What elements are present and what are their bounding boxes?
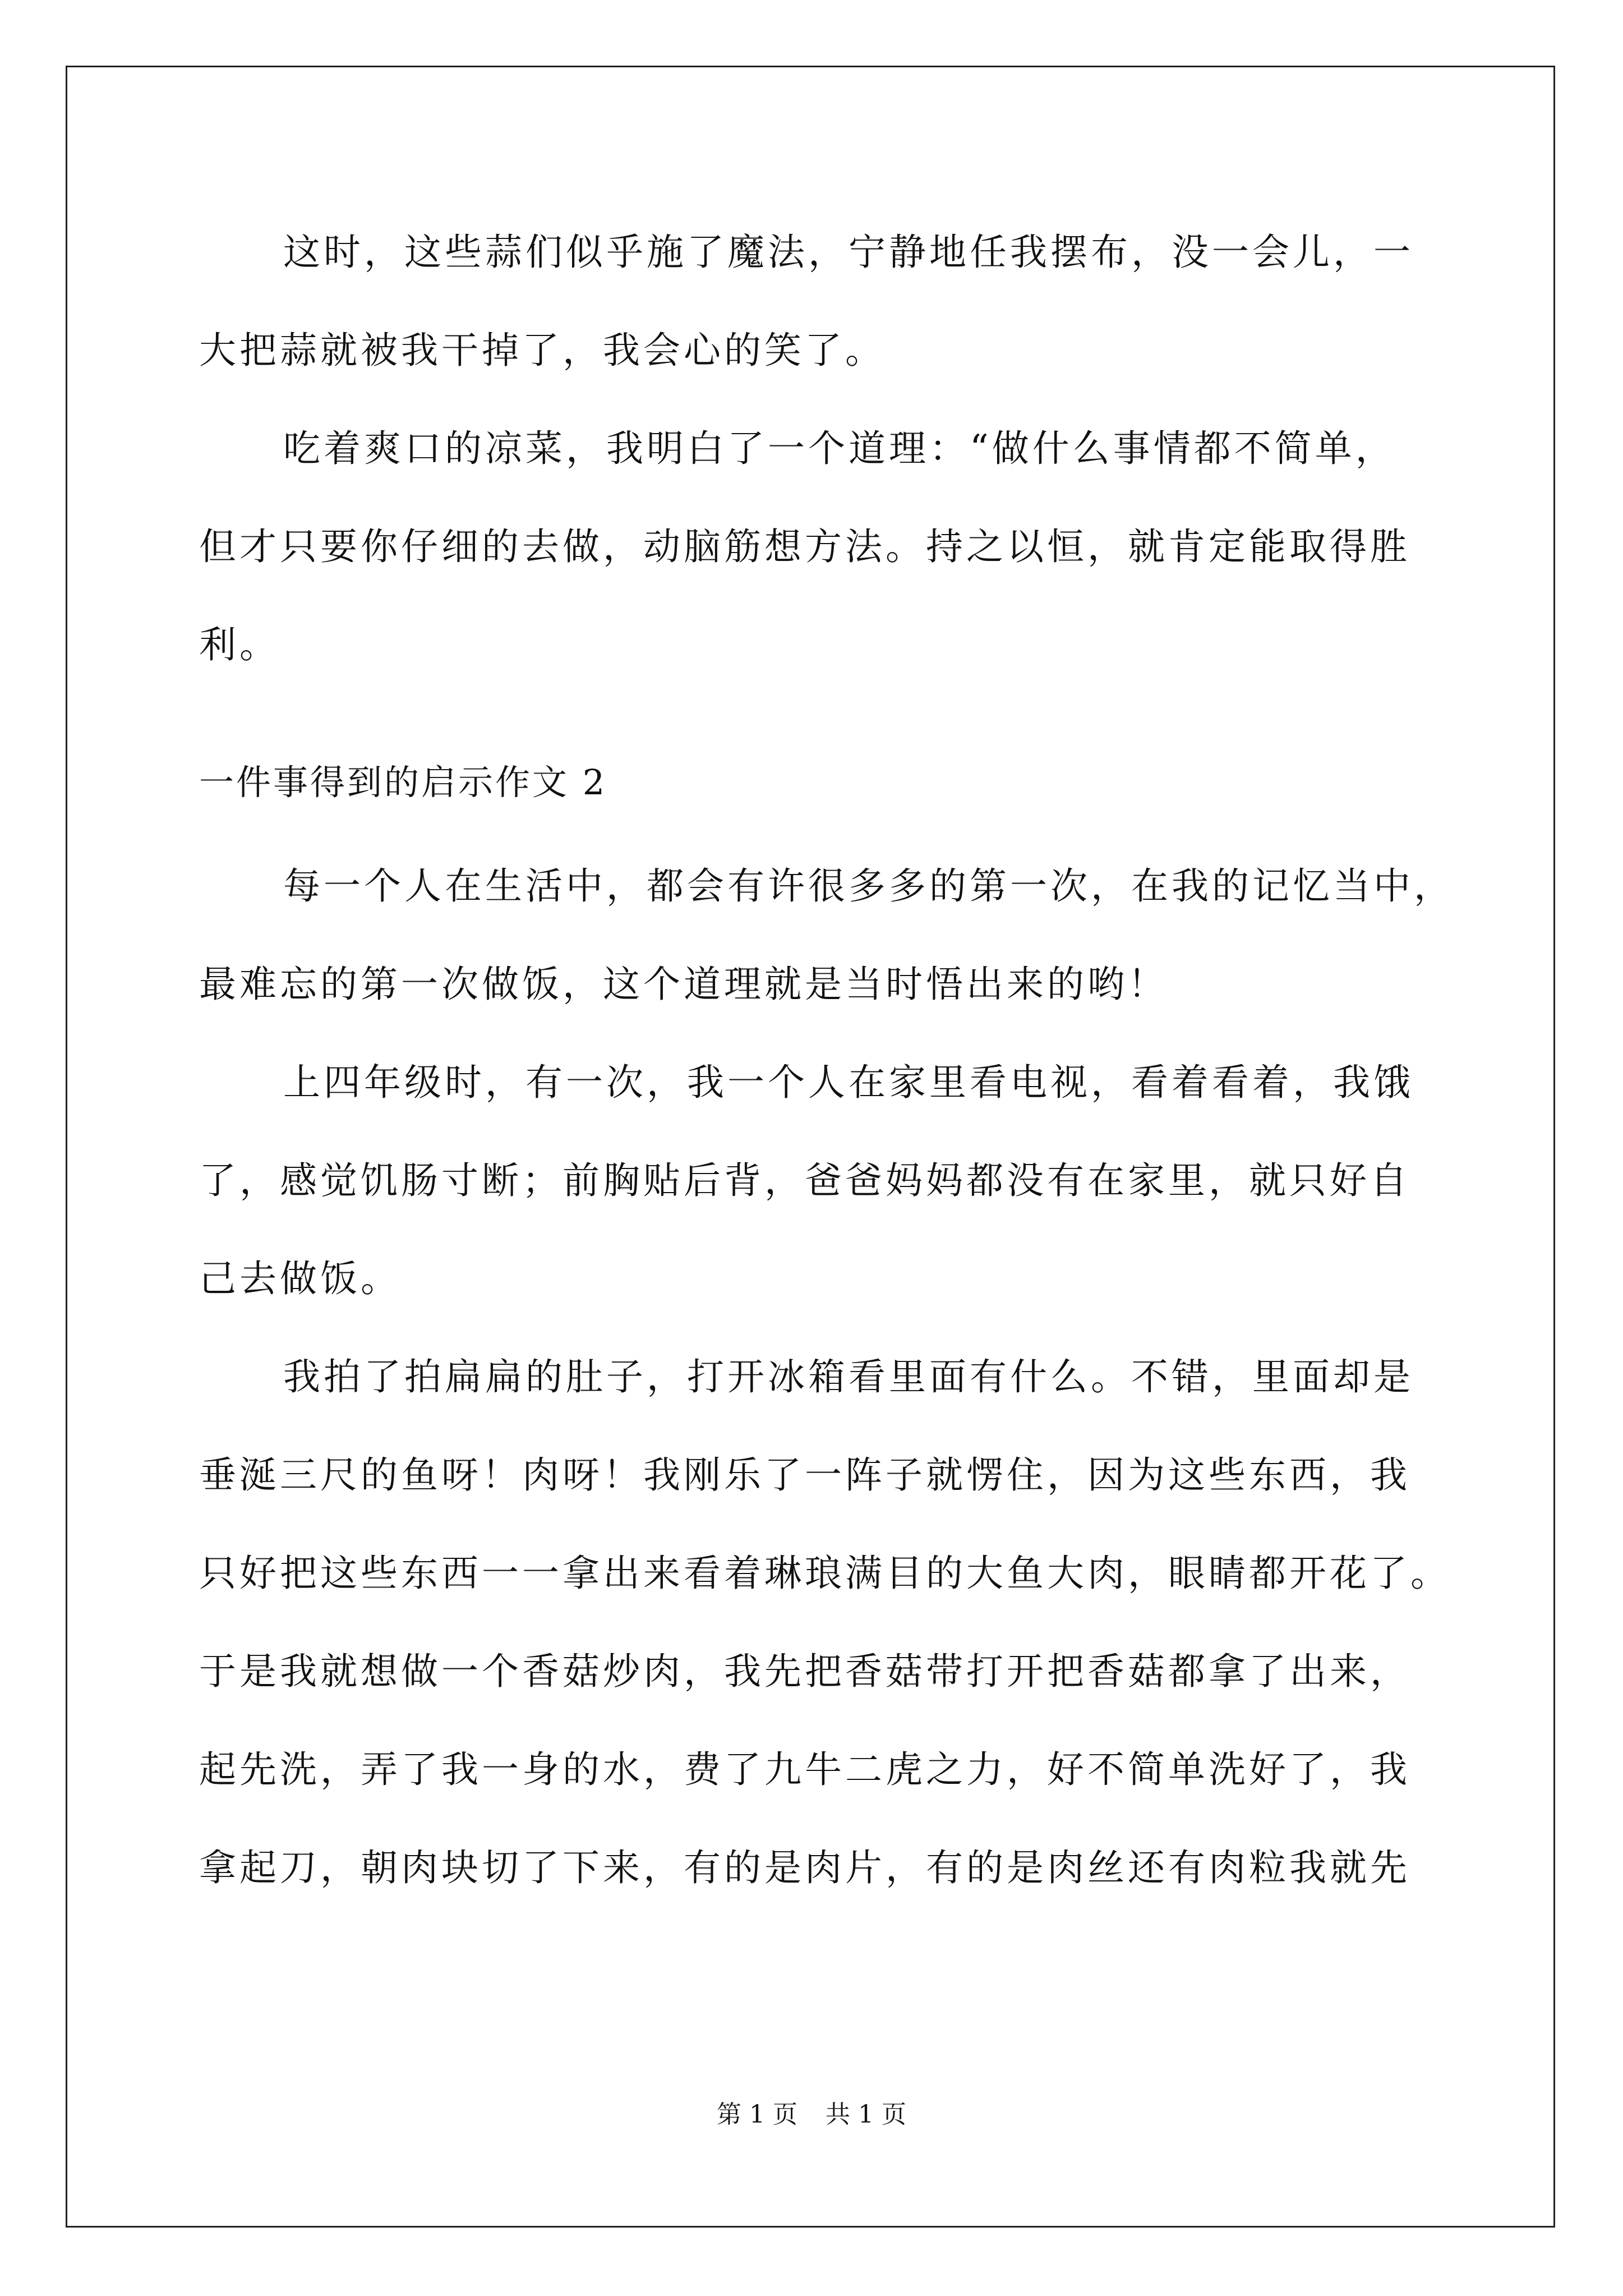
section-heading: 一件事得到的启示作文 2 [199,762,607,803]
paragraph-line: 最难忘的第一次做饭，这个道理就是当时悟出来的哟！ [199,963,1168,1006]
paragraph-line: 于是我就想做一个香菇炒肉，我先把香菇带打开把香菇都拿了出来， [199,1650,1410,1693]
paragraph-line: 每一个人在生活中，都会有许很多多的第一次，在我的记忆当中， [283,864,1454,908]
paragraph-line: 拿起刀，朝肉块切了下来，有的是肉片，有的是肉丝还有肉粒我就先 [199,1846,1410,1889]
paragraph-line: 上四年级时，有一次，我一个人在家里看电视，看着看着，我饿 [283,1061,1414,1104]
page-total: 共 1 页 [826,2100,906,2129]
paragraph-line: 大把蒜就被我干掉了，我会心的笑了。 [199,329,886,372]
page-number: 第 1 页 [717,2100,797,2129]
paragraph-line: 了，感觉饥肠寸断；前胸贴后背，爸爸妈妈都没有在家里，就只好自 [199,1159,1410,1202]
page-border [66,66,1555,2228]
paragraph-line: 只好把这些东西一一拿出来看着琳琅满目的大鱼大肉，眼睛都开花了。 [199,1552,1451,1595]
paragraph-line: 吃着爽口的凉菜，我明白了一个道理：“做什么事情都不简单， [283,427,1396,470]
page-footer [0,2098,1623,2132]
paragraph-line: 我拍了拍扁扁的肚子，打开冰箱看里面有什么。不错，里面却是 [283,1355,1414,1398]
paragraph-line: 利。 [199,623,280,666]
paragraph-line: 己去做饭。 [199,1257,401,1300]
paragraph-line: 这时，这些蒜们似乎施了魔法，宁静地任我摆布，没一会儿，一 [283,231,1414,274]
paragraph-line: 垂涎三尺的鱼呀！肉呀！我刚乐了一阵子就愣住，因为这些东西，我 [199,1453,1410,1497]
paragraph-line: 起先洗，弄了我一身的水，费了九牛二虎之力，好不简单洗好了，我 [199,1748,1410,1791]
paragraph-line: 但才只要你仔细的去做，动脑筋想方法。持之以恒，就肯定能取得胜 [199,525,1410,568]
